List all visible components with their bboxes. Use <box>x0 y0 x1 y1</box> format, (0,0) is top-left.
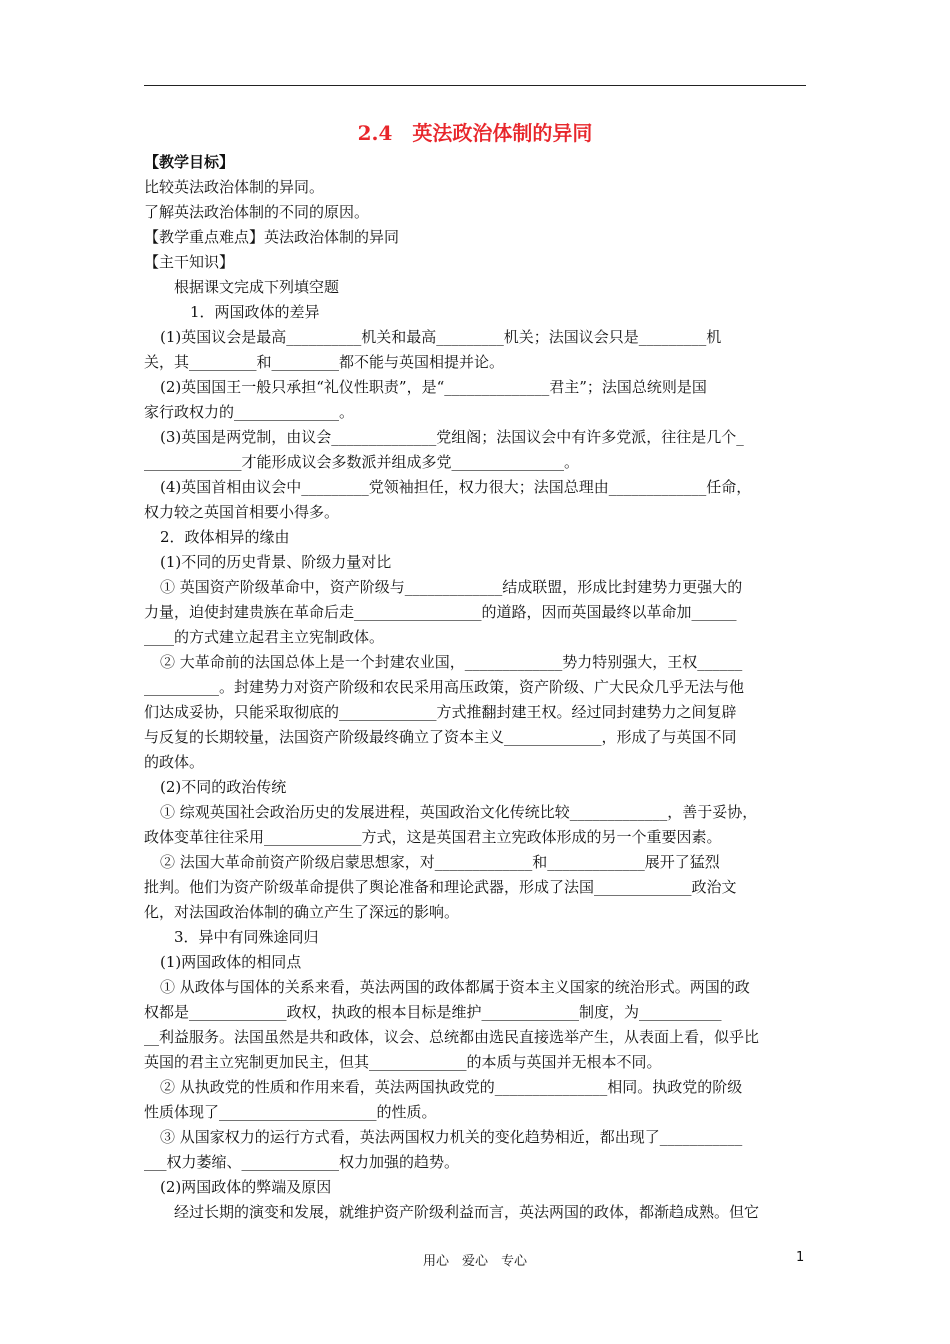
text-line: (4)英国首相由议会中_________党领袖担任，权力很大；法国总理由_____________任命， <box>160 478 752 496</box>
text-line: ③ 从国家权力的运行方式看，英法两国权力机关的变化趋势相近，都出现了___________ <box>160 1128 743 1146</box>
text-line: 力量，迫使封建贵族在革命后走_________________的道路，因而英国最终以革命加______ <box>144 603 737 621</box>
text-line: ② 大革命前的法国总体上是一个封建农业国，_____________势力特别强大，王权______ <box>160 653 743 671</box>
text-line: ② 从执政党的性质和作用来看，英法两国执政党的_______________相同。执政党的阶级 <box>160 1078 743 1096</box>
text-line: (3)英国是两党制，由议会______________党组阁；法国议会中有许多党派，往往是几个_ <box>160 428 744 446</box>
text-line: 权力较之英国首相要小得多。 <box>144 503 340 521</box>
text-line: (2)英国国王一般只承担“礼仪性职责”，是“______________君主”；法国总统则是国 <box>160 378 707 396</box>
text-line: __利益服务。法国虽然是共和政体，议会、总统都由选民直接选举产生，从表面上看，似乎比 <box>144 1028 760 1046</box>
text-line: 性质体现了_____________________的性质。 <box>144 1103 437 1121</box>
text-line: ___权力萎缩、_____________权力加强的趋势。 <box>144 1153 460 1171</box>
text-line: 1．两国政体的差异 <box>190 303 320 321</box>
document-lines <box>144 150 806 1225</box>
text-line: 家行政权力的______________。 <box>144 403 355 421</box>
text-line: 政体变革往往采用_____________方式，这是英国君主立宪政体形成的另一个重要因素。 <box>144 828 722 846</box>
text-line: 批判。他们为资产阶级革命提供了舆论准备和理论武器，形成了法国_____________政治文 <box>144 878 737 896</box>
text-line: _____________才能形成议会多数派并组成多党_______________。 <box>144 453 580 471</box>
text-line: 化，对法国政治体制的确立产生了深远的影响。 <box>144 903 460 921</box>
text-line: 比较英法政治体制的异同。 <box>144 178 325 196</box>
text-line: (2)两国政体的弊端及原因 <box>160 1178 332 1196</box>
text-line: 【教学重点难点】英法政治体制的异同 <box>144 228 400 246</box>
text-line: (1)不同的历史背景、阶级力量对比 <box>160 553 392 571</box>
text-line: 【教学目标】 <box>144 153 235 171</box>
text-line: 经过长期的演变和发展，就维护资产阶级利益而言，英法两国的政体，都渐趋成熟。但它 <box>174 1203 760 1221</box>
document-title: 2.4 英法政治体制的异同 <box>357 121 593 145</box>
text-line: ② 法国大革命前资产阶级启蒙思想家，对_____________和_____________展开了猛烈 <box>160 853 720 871</box>
text-line: 与反复的长期较量，法国资产阶级最终确立了资本主义_____________，形成了与英国不同 <box>144 728 737 746</box>
text-line: 英国的君主立宪制更加民主，但其_____________的本质与英国并无根本不同。 <box>144 1053 662 1071</box>
text-line: ① 英国资产阶级革命中，资产阶级与_____________结成联盟，形成比封建势力更强大的 <box>160 578 743 596</box>
text-line: (1)两国政体的相同点 <box>160 953 302 971</box>
footer-motto: 用心 爱心 专心 <box>422 1254 527 1269</box>
header-rule <box>144 85 806 86</box>
page-number: 1 <box>796 1250 805 1265</box>
text-line: 的政体。 <box>144 753 205 771</box>
text-line: 关，其_________和_________都不能与英国相提并论。 <box>144 353 505 371</box>
text-line: 权都是_____________政权，执政的根本目标是维护_____________制度，为___________ <box>144 1003 722 1021</box>
text-line: 根据课文完成下列填空题 <box>174 278 340 296</box>
document-body <box>144 118 806 1225</box>
text-line: 2．政体相异的缘由 <box>160 528 290 546</box>
text-line: 了解英法政治体制的不同的原因。 <box>144 203 370 221</box>
text-line: ____的方式建立起君主立宪制政体。 <box>144 628 385 646</box>
text-line: 们达成妥协，只能采取彻底的_____________方式推翻封建王权。经过同封建势力之间复辟 <box>144 703 737 721</box>
text-line: 3．异中有同殊途同归 <box>174 928 319 946</box>
text-line: (1)英国议会是最高__________机关和最高_________机关；法国议会只是_________机 <box>160 328 722 346</box>
text-line: (2)不同的政治传统 <box>160 778 287 796</box>
text-line: 【主干知识】 <box>144 253 235 271</box>
text-line: ① 从政体与国体的关系来看，英法两国的政体都属于资本主义国家的统治形式。两国的政 <box>160 978 750 996</box>
text-line: ① 综观英国社会政治历史的发展进程，英国政治文化传统比较_____________，善于妥协， <box>160 803 758 821</box>
text-line: __________。封建势力对资产阶级和农民采用高压政策，资产阶级、广大民众几乎无法与他 <box>144 678 745 696</box>
